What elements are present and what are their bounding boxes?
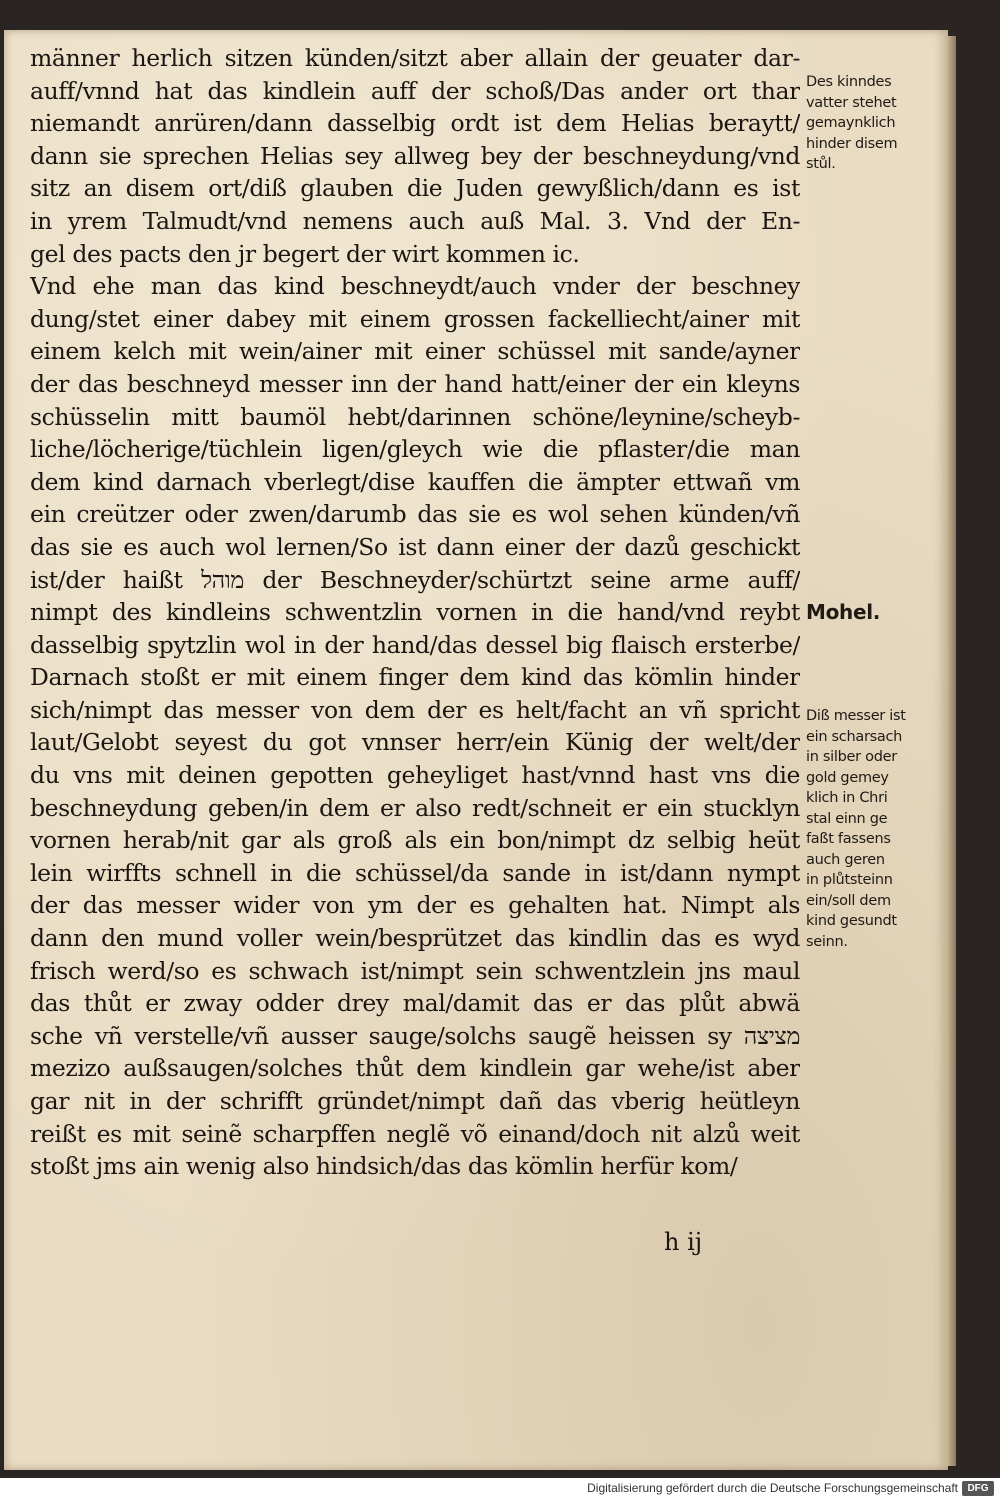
page-edge bbox=[946, 36, 956, 1466]
marginal-note-line: faßt fassens bbox=[806, 831, 891, 847]
marginal-note-line: hinder disem bbox=[806, 135, 898, 152]
marginal-note-line: Diß messer ist bbox=[806, 708, 906, 724]
marginal-note-line: Des kinndes bbox=[806, 74, 892, 90]
marginal-note-mohel bbox=[806, 602, 938, 623]
text-line: du vns mit deinen gepotten geheyliget hast/vnnd hast vns die bbox=[30, 761, 800, 790]
main-text-block bbox=[30, 42, 800, 1183]
marginal-note-line: seinn. bbox=[806, 933, 848, 950]
digitization-footer bbox=[0, 1478, 1000, 1500]
text-line: dasselbig spytzlin wol in der hand/das dessel big flaisch ersterbe/ bbox=[30, 630, 800, 659]
text-line: schüsselin mitt baumöl hebt/darinnen schöne/leynine/scheyb- bbox=[30, 402, 800, 431]
marginal-note-line: gemaynklich bbox=[806, 115, 896, 131]
text-line: liche/löcherige/tüchlein ligen/gleych wie die pflaster/die man bbox=[30, 435, 800, 464]
text-line: niemandt anrüren/dann dasselbig ordt ist dem Helias beraytt/ bbox=[30, 109, 800, 138]
text-line: das sie es auch wol lernen/So ist dann einer der dazů geschickt bbox=[30, 532, 800, 561]
text-line: lein wirffts schnell in die schüssel/da sande in ist/dann nympt bbox=[30, 858, 800, 887]
marginal-note-line: ein/soll dem bbox=[806, 892, 891, 909]
text-line: sich/nimpt das messer von dem der es helt/facht an vñ spricht bbox=[30, 695, 800, 724]
text-line: auff/vnnd hat das kindlein auff der schoß/Das ander ort thar bbox=[30, 76, 800, 105]
text-line: ist/der haißt מוהל der Beschneyder/schürtzt seine arme auff/ bbox=[30, 565, 800, 594]
text-line: gel des pacts den jr begert der wirt kommen ic. bbox=[30, 239, 580, 268]
text-line: frisch werd/so es schwach ist/nimpt sein schwentzlein jns maul bbox=[30, 956, 800, 985]
marginal-note-line: ein scharsach bbox=[806, 728, 903, 745]
marginal-note-line: in plůtsteinn bbox=[806, 872, 893, 888]
marginal-note-line: auch geren bbox=[806, 851, 885, 868]
marginal-note-line: stal einn ge bbox=[806, 810, 888, 827]
signature-mark: h ij bbox=[664, 1228, 703, 1256]
text-line: der das beschneyd messer inn der hand hatt/einer der ein kleyns bbox=[30, 369, 800, 398]
text-line: einem kelch mit wein/ainer mit einer schüssel mit sande/ayner bbox=[30, 337, 800, 366]
marginal-note-line: kind gesundt bbox=[806, 913, 897, 929]
text-line: dann den mund voller wein/besprützet das kindlin das es wyd bbox=[30, 924, 800, 953]
text-line: reißt es mit seinẽ scharpffen neglẽ võ einand/doch nit alzů weit bbox=[30, 1119, 800, 1148]
text-line: in yrem Talmudt/vnd nemens auch auß Mal. 3. Vnd der En- bbox=[30, 206, 800, 235]
marginal-note-line: stůl. bbox=[806, 156, 836, 172]
text-line: mezizo außsaugen/solches thůt dem kindlein gar wehe/ist aber bbox=[30, 1054, 800, 1083]
text-line: Vnd ehe man das kind beschneydt/auch vnder der beschney bbox=[30, 272, 800, 301]
text-line: gar nit in der schrifft gründet/nimpt dañ das vberig heütleyn bbox=[30, 1087, 800, 1115]
text-line: stoßt jms ain wenig also hindsich/das das kömlin herfür kom/ bbox=[30, 1152, 738, 1181]
text-line: das thůt er zway odder drey mal/damit das er das plůt abwä bbox=[30, 989, 800, 1018]
text-line: männer herlich sitzen künden/sitzt aber allain der geuater dar- bbox=[30, 44, 800, 72]
marginal-note-knife bbox=[806, 706, 938, 952]
text-line: laut/Gelobt seyest du got vnnser herr/ein Künig der welt/der bbox=[30, 728, 800, 757]
text-line: nimpt des kindleins schwentzlin vornen in die hand/vnd reybt bbox=[30, 598, 800, 627]
footer-credit: Digitalisierung gefördert durch die Deutsche Forschungsgemeinschaft bbox=[587, 1481, 958, 1495]
text-line: sitz an disem ort/diß glauben die Juden gewyßlich/dann es ist bbox=[30, 174, 800, 203]
text-line: dem kind darnach vberlegt/dise kauffen die ämpter ettwañ vm bbox=[30, 467, 800, 496]
marginal-note-line: in silber oder bbox=[806, 749, 897, 765]
text-line: sche vñ verstelle/vñ ausser sauge/solchs saugẽ heissen sy מציצה bbox=[30, 1021, 800, 1050]
text-line: ein creützer oder zwen/darumb das sie es wol sehen künden/vñ bbox=[30, 500, 800, 529]
marginal-note-line: Mohel. bbox=[806, 602, 881, 623]
text-line: beschneydung geben/in dem er also redt/schneit er ein stucklyn bbox=[30, 793, 800, 822]
marginal-note-line: vatter stehet bbox=[806, 94, 897, 111]
marginal-note-line: klich in Chri bbox=[806, 790, 888, 806]
marginal-note-father bbox=[806, 72, 938, 175]
text-line: dung/stet einer dabey mit einem grossen fackelliecht/ainer mit bbox=[30, 304, 800, 333]
text-line: dann sie sprechen Helias sey allweg bey der beschneydung/vnd bbox=[30, 141, 800, 170]
text-line: vornen herab/nit gar als groß als ein bon/nimpt dz selbig heüt bbox=[30, 826, 800, 855]
text-line: der das messer wider von ym der es gehalten hat. Nimpt als bbox=[30, 891, 800, 920]
marginal-note-line: gold gemey bbox=[806, 769, 889, 786]
dfg-logo: DFG bbox=[962, 1481, 994, 1496]
text-line: Darnach stoßt er mit einem finger dem kind das kömlin hinder bbox=[30, 663, 800, 692]
